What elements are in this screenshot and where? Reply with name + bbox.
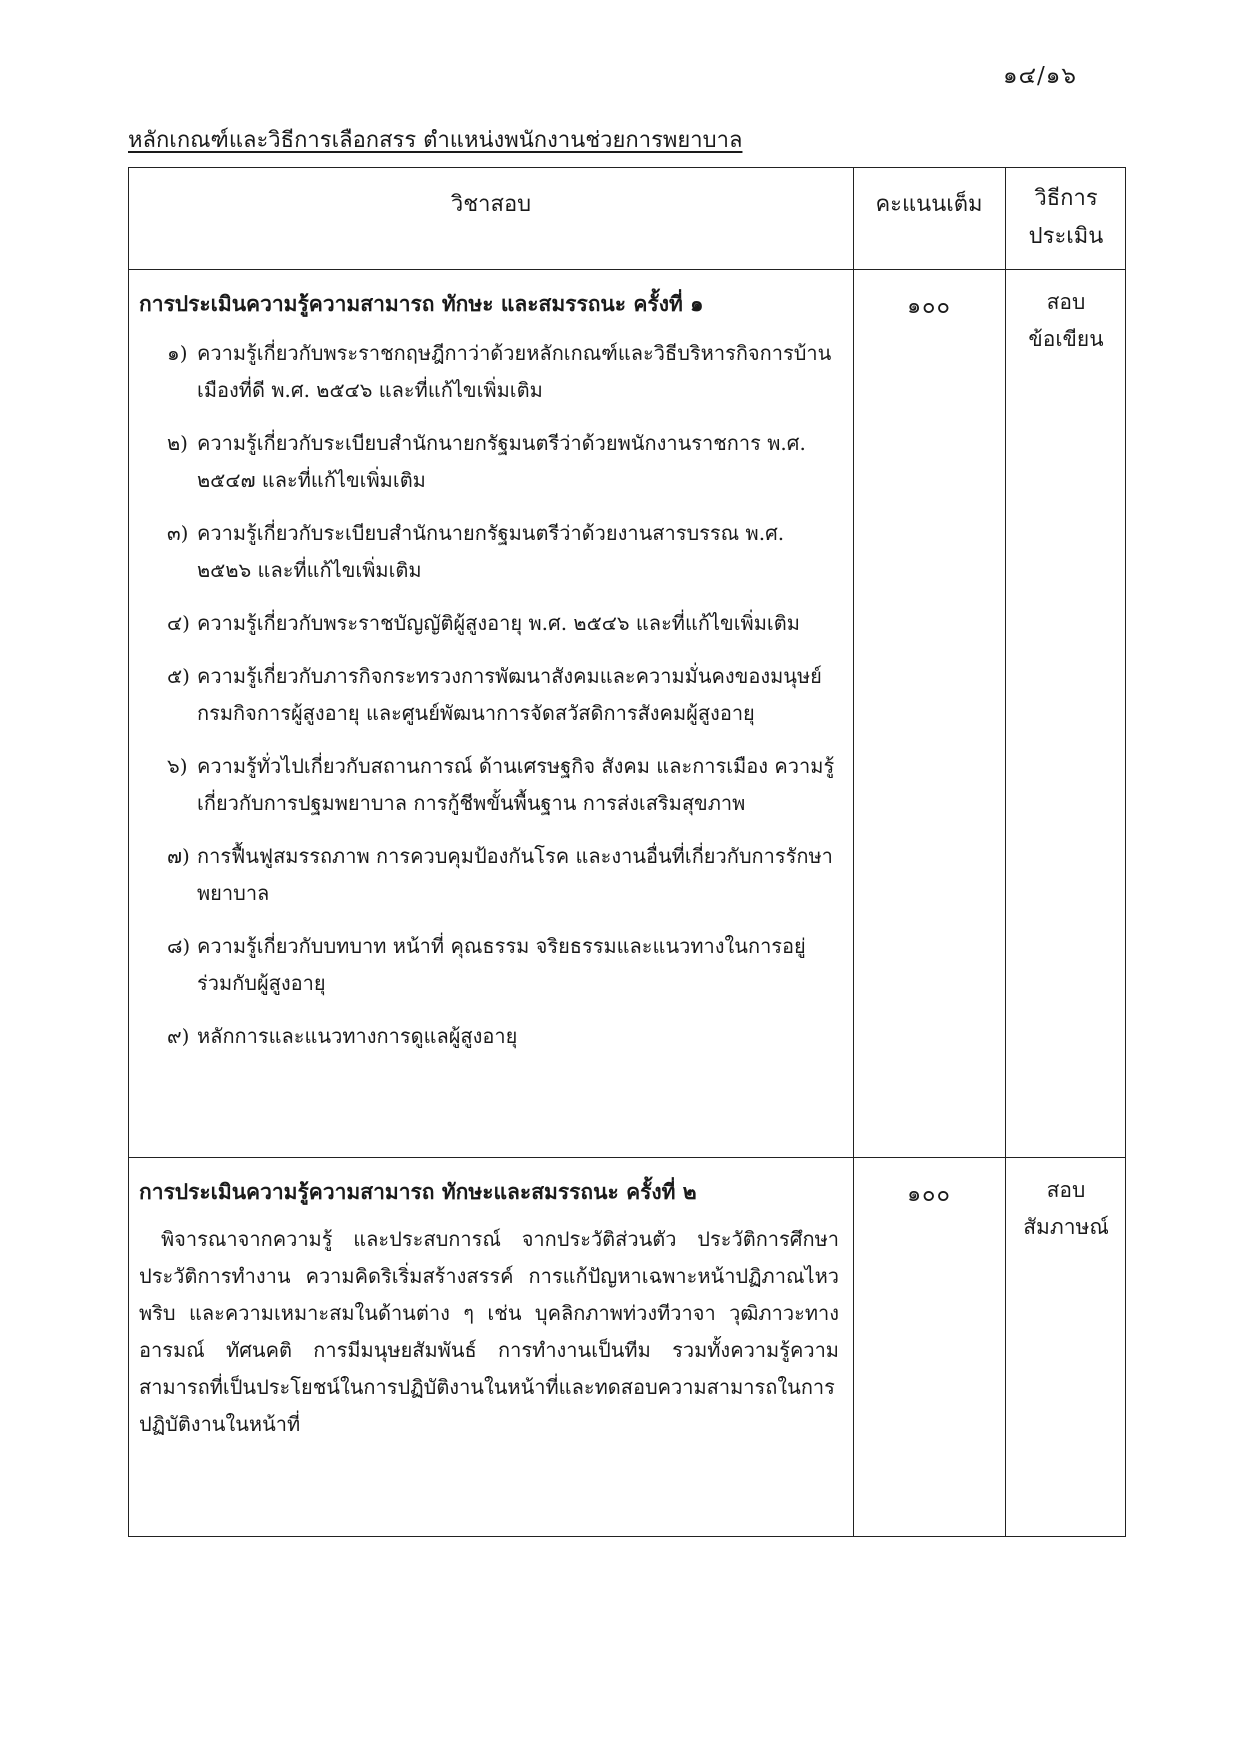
list-item — [167, 658, 839, 732]
item-text: ความรู้เกี่ยวกับระเบียบสำนักนายกรัฐมนตรีว่าด้วยงานสารบรรณ พ.ศ. ๒๕๒๖ และที่แก้ไขเพิ่มเติม — [197, 521, 785, 582]
section-1-method-line1: สอบ — [1046, 290, 1086, 314]
item-text: ความรู้เกี่ยวกับพระราชบัญญัติผู้สูงอายุ พ.ศ. ๒๕๔๖ และที่แก้ไขเพิ่มเติม — [197, 611, 800, 635]
item-number: ๗) — [167, 844, 190, 868]
column-divider — [853, 168, 854, 1536]
item-number: ๘) — [167, 934, 191, 958]
section-1-method — [1005, 284, 1127, 358]
row-divider — [129, 1157, 1125, 1158]
item-number: ๕) — [167, 664, 190, 688]
list-item — [167, 605, 839, 642]
header-method-line1: วิธีการ — [1034, 186, 1098, 211]
list-item — [167, 748, 839, 822]
item-text: หลักการและแนวทางการดูแลผู้สูงอายุ — [197, 1024, 518, 1048]
section-1-items — [139, 335, 839, 1055]
item-text: ความรู้เกี่ยวกับภารกิจกระทรวงการพัฒนาสังคมและความมั่นคงของมนุษย์ กรมกิจการผู้สูงอายุ และศูนย์พัฒนาการจัดสวัสดิการสังคมผู้สูงอายุ — [197, 664, 822, 725]
section-1-title: การประเมินความรู้ความสามารถ ทักษะ และสมรรถนะ ครั้งที่ ๑ — [139, 291, 704, 316]
list-item — [167, 1018, 839, 1055]
section-2-score: ๑๐๐ — [907, 1182, 951, 1207]
column-divider — [1005, 168, 1006, 1536]
header-score: คะแนนเต็ม — [875, 192, 983, 217]
item-number: ๒) — [167, 431, 188, 455]
section-2 — [139, 1176, 839, 1443]
item-number: ๔) — [167, 611, 190, 635]
list-item — [167, 425, 839, 499]
section-2-method-line2: สัมภาษณ์ — [1023, 1215, 1109, 1239]
header-method-line2: ประเมิน — [1028, 224, 1104, 249]
section-2-title: การประเมินความรู้ความสามารถ ทักษะและสมรรถนะ ครั้งที่ ๒ — [139, 1179, 697, 1204]
criteria-table — [128, 167, 1126, 1537]
list-item — [167, 928, 839, 1002]
section-1-method-line2: ข้อเขียน — [1028, 327, 1104, 351]
section-2-paragraph: พิจารณาจากความรู้ และประสบการณ์ จากประวัติส่วนตัว ประวัติการศึกษา ประวัติการทำงาน ความคิดริเริ่มสร้างสรรค์ การแก้ปัญหาเฉพาะหน้าปฏิภาณไหวพริบ และความเหมาะสมในด้านต่าง ๆ เช่น บุคลิกภาพท่วงทีวาจา วุฒิภาวะทางอารมณ์ ทัศนคติ การมีมนุษยสัมพันธ์ การทำงานเป็นทีม รวมทั้งความรู้ความสามารถที่เป็นประโยชน์ในการปฏิบัติงานในหน้าที่และทดสอบความสามารถในการปฏิบัติงานในหน้าที่ — [139, 1227, 839, 1436]
header-subject: วิชาสอบ — [450, 192, 532, 217]
item-number: ๖) — [167, 754, 188, 778]
item-text: การฟื้นฟูสมรรถภาพ การควบคุมป้องกันโรค และงานอื่นที่เกี่ยวกับการรักษาพยาบาล — [197, 844, 833, 905]
list-item — [167, 515, 839, 589]
header-method — [1005, 180, 1127, 256]
document-heading: หลักเกณฑ์และวิธีการเลือกสรร ตำแหน่งพนักงานช่วยการพยาบาล — [128, 128, 743, 153]
item-text: ความรู้เกี่ยวกับพระราชกฤษฎีกาว่าด้วยหลักเกณฑ์และวิธีบริหารกิจการบ้านเมืองที่ดี พ.ศ. ๒๕๔๖ และที่แก้ไขเพิ่มเติม — [197, 341, 832, 402]
section-2-method — [1005, 1172, 1127, 1246]
section-2-method-line1: สอบ — [1046, 1178, 1086, 1202]
section-1-score: ๑๐๐ — [907, 294, 951, 319]
item-text: ความรู้ทั่วไปเกี่ยวกับสถานการณ์ ด้านเศรษฐกิจ สังคม และการเมือง ความรู้เกี่ยวกับการปฐมพยาบาล การกู้ชีพขั้นพื้นฐาน การส่งเสริมสุขภาพ — [197, 754, 835, 815]
list-item — [167, 838, 839, 912]
page-number: ๑๔/๑๖ — [1003, 63, 1077, 89]
list-item — [167, 335, 839, 409]
item-text: ความรู้เกี่ยวกับบทบาท หน้าที่ คุณธรรม จริยธรรมและแนวทางในการอยู่ร่วมกับผู้สูงอายุ — [197, 934, 806, 995]
item-number: ๑) — [167, 341, 188, 365]
item-number: ๓) — [167, 521, 189, 545]
item-text: ความรู้เกี่ยวกับระเบียบสำนักนายกรัฐมนตรีว่าด้วยพนักงานราชการ พ.ศ. ๒๕๔๗ และที่แก้ไขเพิ่มเติม — [197, 431, 806, 492]
item-number: ๙) — [167, 1024, 190, 1048]
row-divider — [129, 269, 1125, 270]
section-1 — [139, 288, 839, 1055]
